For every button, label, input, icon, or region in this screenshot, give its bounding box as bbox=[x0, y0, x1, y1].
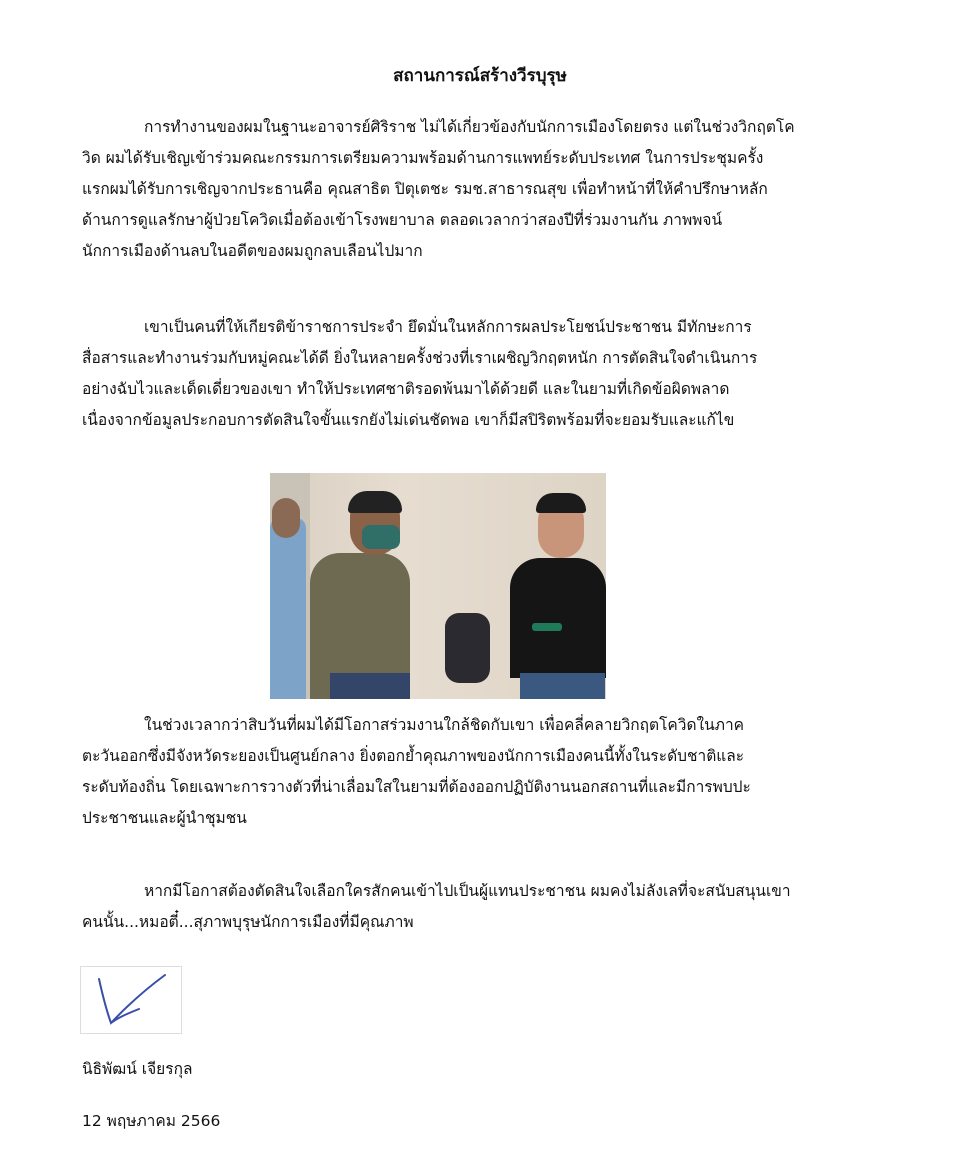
text-line: หากมีโอกาสต้องตัดสินใจเลือกใครสักคนเข้าไปเป็นผู้แทนประชาชน ผมคงไม่ลังเลที่จะสนับสนุนเขา bbox=[144, 882, 791, 900]
text-line: ประชาชนและผู้นำชุมชน bbox=[82, 809, 247, 827]
text-line: นักการเมืองด้านลบในอดีตของผมถูกลบเลือนไปมาก bbox=[82, 242, 423, 260]
text-line: ระดับท้องถิ่น โดยเฉพาะการวางตัวที่น่าเลื่อมใสในยามที่ต้องออกปฏิบัติงานนอกสถานที่และมีการพบปะ bbox=[82, 778, 751, 796]
text-line: ตะวันออกซึ่งมีจังหวัดระยองเป็นศูนย์กลาง ยิ่งตอกย้ำคุณภาพของนักการเมืองคนนี้ทั้งในระดับชาติและ bbox=[82, 747, 745, 765]
signatory-name: นิธิพัฒน์ เจียรกุล bbox=[82, 1060, 193, 1078]
text-line: การทำงานของผมในฐานะอาจารย์ศิริราช ไม่ได้เกี่ยวข้องกับนักการเมืองโดยตรง แต่ในช่วงวิกฤตโค bbox=[144, 118, 795, 136]
text-line: เขาเป็นคนที่ให้เกียรติข้าราชการประจำ ยึดมั่นในหลักการผลประโยชน์ประชาชน มีทักษะการ bbox=[144, 318, 752, 336]
text-line: ในช่วงเวลากว่าสิบวันที่ผมได้มีโอกาสร่วมงานใกล้ชิดกับเขา เพื่อคลี่คลายวิกฤตโควิดในภาค bbox=[144, 716, 745, 734]
text-line: ด้านการดูแลรักษาผู้ป่วยโควิดเมื่อต้องเข้าโรงพยาบาล ตลอดเวลากว่าสองปีที่ร่วมงานกัน ภาพพจน์ bbox=[82, 211, 723, 229]
paragraph-2 bbox=[82, 312, 912, 436]
paragraph-3 bbox=[82, 710, 912, 834]
document-date: 12 พฤษภาคม 2566 bbox=[82, 1112, 221, 1130]
document-title: สถานการณ์สร้างวีรบุรุษ bbox=[393, 66, 567, 86]
text-line: สื่อสารและทำงานร่วมกับหมู่คณะได้ดี ยิ่งในหลายครั้งช่วงที่เราเผชิญวิกฤตหนัก การตัดสินใจดำเนินการ bbox=[82, 349, 758, 367]
paragraph-1 bbox=[82, 112, 912, 267]
text-line: วิด ผมได้รับเชิญเข้าร่วมคณะกรรมการเตรียมความพร้อมด้านการแพทย์ระดับประเทศ ในการประชุมครั้ง bbox=[82, 149, 764, 167]
paragraph-4 bbox=[82, 876, 912, 938]
text-line: แรกผมได้รับการเชิญจากประธานคือ คุณสาธิต ปิตุเตชะ รมช.สาธารณสุข เพื่อทำหน้าที่ให้คำปรึกษาหลัก bbox=[82, 180, 768, 198]
text-line: คนนั้น...หมอตี๋...สุภาพบุรุษนักการเมืองที่มีคุณภาพ bbox=[82, 913, 414, 931]
text-line: เนื่องจากข้อมูลประกอบการตัดสินใจขั้นแรกยังไม่เด่นชัดพอ เขาก็มีสปิริตพร้อมที่จะยอมรับและแก้ไข bbox=[82, 411, 735, 429]
meeting-photo bbox=[270, 473, 606, 699]
text-line: อย่างฉับไวและเด็ดเดี่ยวของเขา ทำให้ประเทศชาติรอดพ้นมาได้ด้วยดี และในยามที่เกิดข้อผิดพลาด bbox=[82, 380, 730, 398]
handwritten-signature bbox=[80, 966, 182, 1034]
